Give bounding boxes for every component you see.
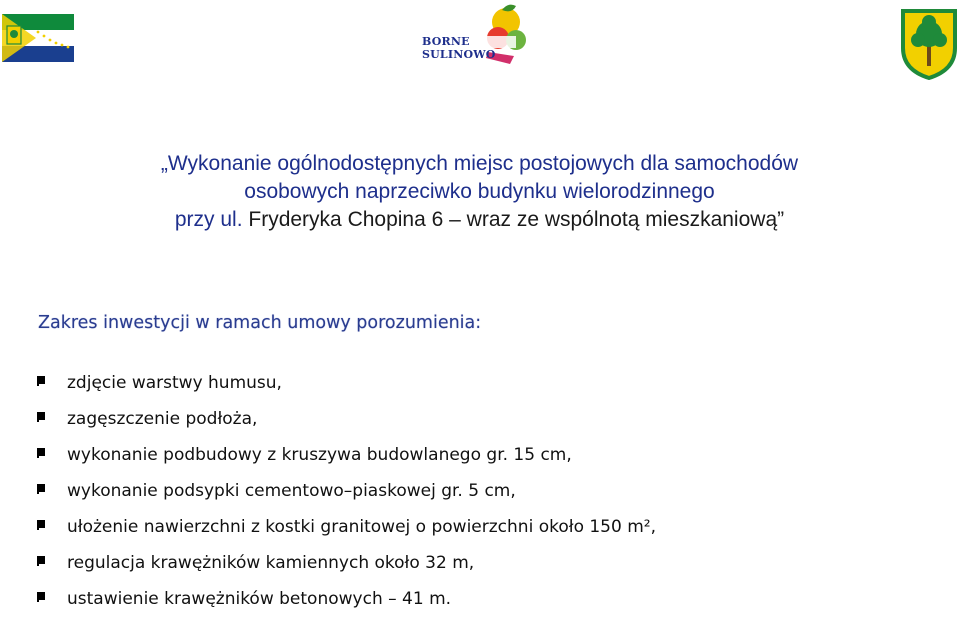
borne-sulinowo-logo (418, 2, 538, 68)
list-item-text: ułożenie nawierzchni z kostki granitowej o powierzchni około 150 m², (67, 517, 656, 537)
title-line-2: osobowych naprzeciwko budynku wielorodzinnego (244, 180, 715, 203)
title-line-3-prefix: przy ul. (174, 208, 243, 231)
scope-item-list (38, 365, 938, 617)
bullet-icon (38, 412, 45, 420)
bullet-icon (38, 376, 45, 384)
list-item (38, 545, 938, 581)
title-line-3-rest: Fryderyka Chopina 6 – wraz ze wspólnotą mieszkaniową” (242, 208, 785, 231)
bullet-icon (38, 556, 45, 564)
list-item-text: regulacja krawężników kamiennych około 32 m, (67, 553, 475, 573)
list-item (38, 473, 938, 509)
bullet-icon (38, 592, 45, 600)
list-item (38, 401, 938, 437)
bullet-icon (38, 484, 45, 492)
list-item-text: zagęszczenie podłoża, (67, 409, 258, 429)
municipality-flag-logo (2, 14, 74, 62)
list-item (38, 581, 938, 617)
list-item (38, 509, 938, 545)
list-item-text: zdjęcie warstwy humusu, (67, 373, 282, 393)
document-title (0, 150, 959, 234)
brand-logo-text: BORNE SULINOWO (422, 35, 496, 61)
bullet-icon (38, 520, 45, 528)
list-item-text: ustawienie krawężników betonowych – 41 m. (67, 589, 452, 609)
title-line-3 (0, 206, 959, 234)
list-item (38, 437, 938, 473)
title-line-1: „Wykonanie ogólnodostępnych miejsc postojowych dla samochodów (160, 152, 799, 175)
list-item-text: wykonanie podsypki cementowo–piaskowej gr. 5 cm, (67, 481, 516, 501)
coat-of-arms-logo (900, 8, 958, 80)
scope-heading: Zakres inwestycji w ramach umowy porozumienia: (38, 313, 482, 333)
bullet-icon (38, 448, 45, 456)
list-item (38, 365, 938, 401)
list-item-text: wykonanie podbudowy z kruszywa budowlanego gr. 15 cm, (67, 445, 572, 465)
